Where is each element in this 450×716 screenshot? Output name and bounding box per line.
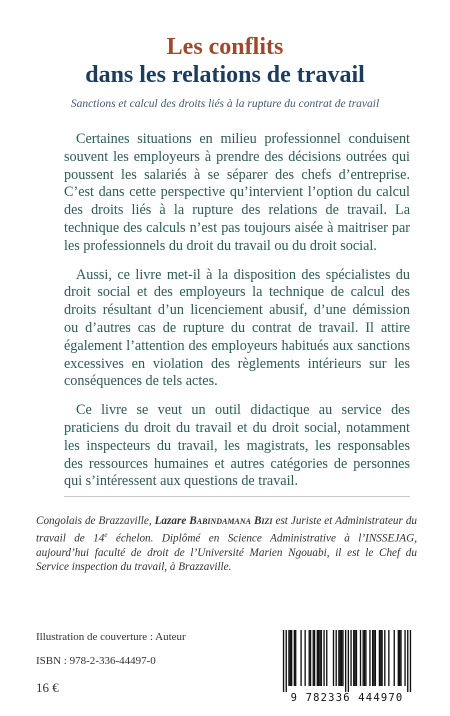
barcode-bar [342, 630, 343, 686]
bio-prefix: Congolais de Brazzaville, [36, 515, 152, 527]
blurb-paragraph-1: Certaines situations en milieu professionnel conduisent souvent les employeurs à prendre des décisions outrées qui poussent les salariés à se séparer des chefs d’entreprise. C’est dans cette perspective qu’intervient l’option du calcul des droits liés à la rupture des relations de travail. La technique des calculs n’est pas toujours aisée à maitriser par les professionnels du droit du travail ou du droit social. [64, 131, 410, 254]
barcode-bar [295, 630, 296, 686]
barcode-bar [321, 630, 322, 686]
author-last-name-2: Bizi [253, 515, 273, 527]
barcode-bar [373, 630, 374, 686]
barcode-bar [336, 630, 337, 686]
author-biography [36, 514, 417, 575]
isbn-number: ISBN : 978-2-336-44497-0 [36, 655, 156, 667]
barcode-bar [350, 630, 351, 686]
barcode-bars [272, 630, 422, 692]
barcode-bar [379, 630, 380, 686]
barcode-digits: 9 782336 444970 [290, 692, 404, 704]
book-title-line-1: Les conflits [166, 34, 284, 60]
barcode-bar [314, 630, 315, 686]
author-name [155, 515, 273, 527]
barcode-bar [323, 630, 324, 686]
barcode-bar [340, 630, 341, 686]
barcode-bar [369, 630, 370, 686]
barcode-bar [304, 630, 305, 686]
barcode-bar [384, 630, 385, 686]
barcode-bar [283, 630, 284, 692]
barcode-bar [294, 630, 295, 686]
isbn-barcode [272, 630, 422, 708]
barcode-bar [380, 630, 381, 686]
barcode-bar [333, 630, 334, 686]
barcode-bar [410, 630, 411, 692]
barcode-bar [398, 630, 399, 686]
barcode-bar [394, 630, 395, 686]
blurb-paragraph-3: Ce livre se veut un outil didactique au service des praticiens du droit du travail et du droit social, notamment les inspecteurs du travail, les magistrats, les responsables des ressources humaines et autres catégories de personnes qui s’intéressent aux questions de travail. [64, 402, 410, 490]
barcode-bar [345, 630, 346, 692]
barcode-bar [291, 630, 292, 686]
barcode-bar [363, 630, 364, 686]
cover-illustration-credit: Illustration de couverture : Auteur [36, 631, 186, 643]
barcode-bar [300, 630, 301, 686]
barcode-bar [375, 630, 376, 686]
blurb-paragraph-2: Aussi, ce livre met-il à la disposition des spécialistes du droit social et des employeurs la technique de calcul des droits résultant d’un licenciement abusif, d’une démission ou d’autres cas de rupture du contrat de travail. Il attire également l’attention des employeurs habitués aux sanctions excessives en violation des règlements intérieurs sur les conséquences de tels actes. [64, 266, 410, 390]
barcode-bar [309, 630, 310, 686]
barcode-bar [338, 630, 339, 686]
section-divider [64, 496, 410, 497]
author-last-name-1: Babindamana [189, 515, 251, 527]
barcode-bar [288, 630, 289, 686]
barcode-bar [404, 630, 405, 686]
bio-text-1: est Juriste et Administrateur du travail de 14 [36, 515, 418, 545]
barcode-bar [399, 630, 400, 686]
price-label: 16 € [36, 680, 59, 695]
barcode-bar [290, 630, 291, 686]
bio-superscript: e [104, 531, 108, 540]
barcode-bar [388, 630, 389, 686]
barcode-bar [354, 630, 355, 686]
barcode-bar [341, 630, 342, 686]
barcode-bar [310, 630, 311, 686]
book-title-line-2: dans les relations de travail [85, 62, 365, 88]
barcode-bar [326, 630, 327, 686]
barcode-bar [318, 630, 319, 686]
barcode-bar [356, 630, 357, 686]
book-subtitle: Sanctions et calcul des droits liés à la rupture du contrat de travail [70, 98, 380, 110]
barcode-bar [407, 630, 408, 692]
bio-text-2: échelon. Diplômé en Science Administrative à l’INSSEJAG, aujourd’hui faculté de droit de l’Université Marien Ngouabi, il est le Chef du Service inspection du travail, à Brazzaville. [36, 532, 417, 574]
barcode-bar [364, 630, 365, 686]
barcode-bar [319, 630, 320, 686]
barcode-bar [400, 630, 401, 686]
barcode-bar [372, 630, 373, 686]
barcode-bar [360, 630, 361, 686]
barcode-bar [313, 630, 314, 686]
barcode-bar [286, 630, 287, 692]
back-cover-blurb [64, 131, 410, 502]
barcode-bar [317, 630, 318, 686]
barcode-bar [353, 630, 354, 686]
barcode-bar [365, 630, 366, 686]
barcode-bar [348, 630, 349, 692]
author-first-name: Lazare [154, 515, 187, 527]
barcode-bar [381, 630, 382, 686]
